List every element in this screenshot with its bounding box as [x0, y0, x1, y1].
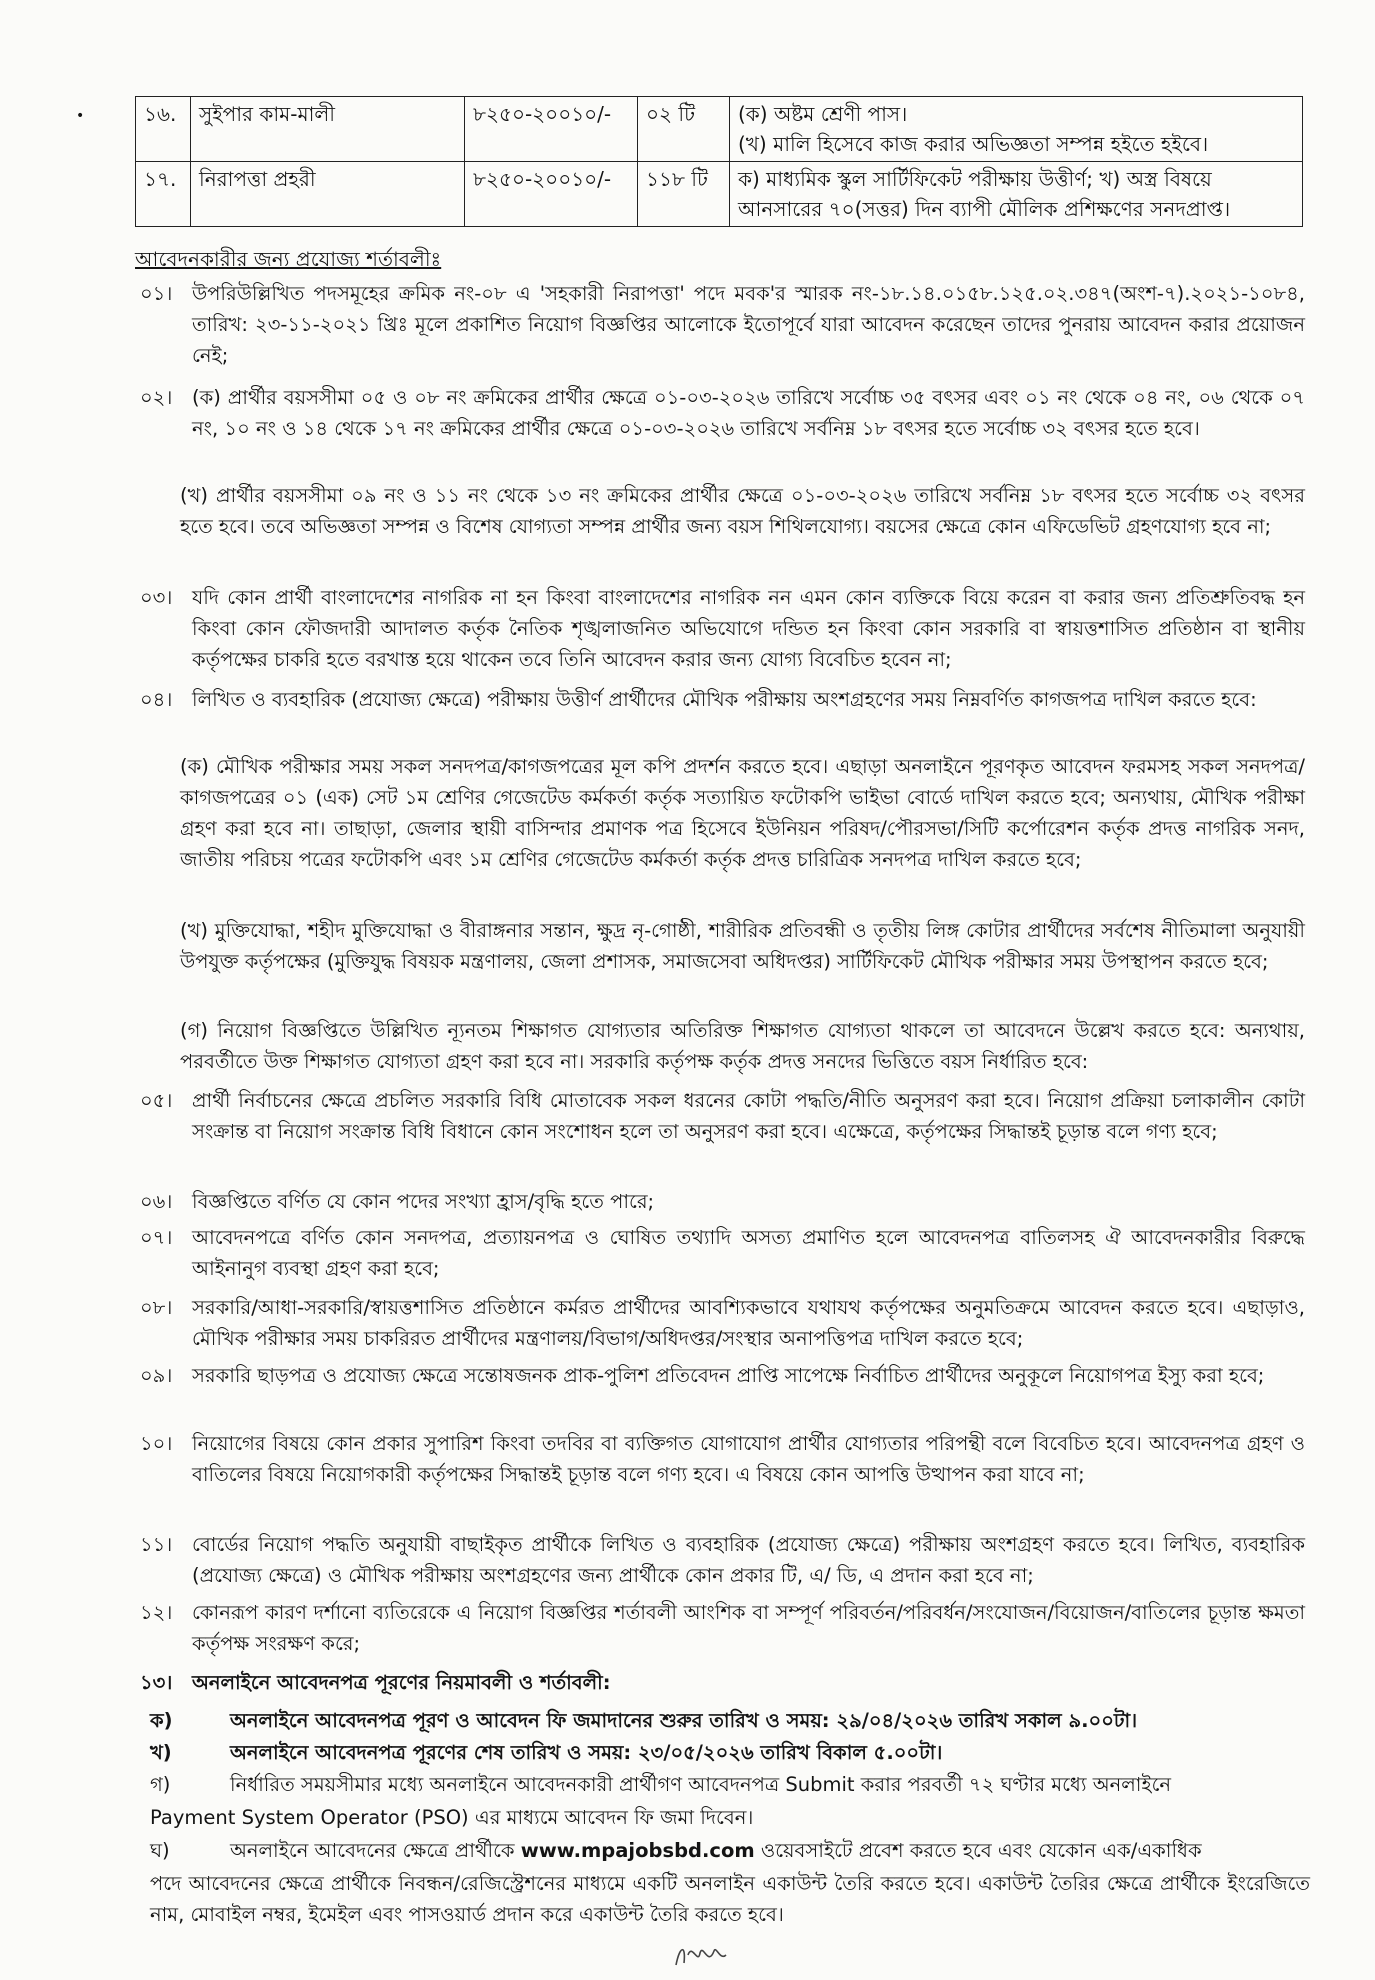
condition-item-03: [140, 582, 1305, 675]
schedule-label: ঘ): [150, 1839, 170, 1862]
condition-item-09: [140, 1360, 1305, 1391]
item-text: নিয়োগের বিষয়ে কোন প্রকার সুপারিশ কিংবা তদবির বা ব্যক্তিগত যোগাযোগ প্রার্থীর যোগ্যতার পরিপন্থী বলে বিবেচিত হবে। আবেদনপত্র গ্রহণ ও বাতিলের বিষয়ে নিয়োগকারী কর্তৃপক্ষের সিদ্ধান্তই চূড়ান্ত বলে গণ্য হবে। এ বিষয়ে কোন আপত্তি উত্থাপন করা যাবে না;: [192, 1432, 1305, 1486]
item-number: ১২।: [140, 1601, 173, 1624]
item-number: ০৭।: [140, 1226, 173, 1249]
item-text: অনলাইনে আবেদনপত্র পূরণের নিয়মাবলী ও শর্তাবলী:: [192, 1671, 611, 1694]
qualification-line: (খ) মালি হিসেবে কাজ করার অভিজ্ঞতা সম্পন্ন হইতে হইবে।: [738, 132, 1209, 156]
item-number: ০১।: [140, 282, 173, 305]
item-text: যদি কোন প্রার্থী বাংলাদেশের নাগরিক না হন কিংবা বাংলাদেশের নাগরিক নন এমন কোন ব্যক্তিকে বিয়ে করেন বা করার জন্য প্রতিশ্রুতিবদ্ধ হন কিংবা কোন ফৌজদারী আদালত কর্তৃক নৈতিক শৃঙ্খলাজনিত অভিযোগে দন্ডিত হন কিংবা কোন সরকারি বা স্বায়ত্তশাসিত প্রতিষ্ঠান বা স্থানীয় কর্তৃপক্ষের চাকরি হতে বরখাস্ত হয়ে থাকেন তবে তিনি আবেদন করার জন্য যোগ্য বিবেচিত হবেন না;: [192, 586, 1305, 671]
item-number: ১০।: [140, 1432, 173, 1455]
condition-item-04: [140, 684, 1305, 715]
item-text: প্রার্থী নির্বাচনের ক্ষেত্রে প্রচলিত সরকারি বিধি মোতাবেক সকল ধরনের কোটা পদ্ধতি/নীতি অনুসরণ করা হবে। নিয়োগ প্রক্রিয়া চলাকালীন কোটা সংক্রান্ত বা নিয়োগ সংক্রান্ত বিধি বিধানে কোন সংশোধন হলে তা অনুসরণ করা হবে। এক্ষেত্রে, কর্তৃপক্ষের সিদ্ধান্তই চূড়ান্ত বলে গণ্য হবে;: [192, 1089, 1305, 1143]
qualification-cell: [730, 97, 1303, 162]
condition-item-04b: (খ) মুক্তিযোদ্ধা, শহীদ মুক্তিযোদ্ধা ও বীরাঙ্গনার সন্তান, ক্ষুদ্র নৃ-গোষ্ঠী, শারীরিক প্রতিবন্ধী ও তৃতীয় লিঙ্গ কোটার প্রার্থীদের সর্বশেষ নীতিমালা অনুযায়ী উপযুক্ত কর্তৃপক্ষের (মুক্তিযুদ্ধ বিষয়ক মন্ত্রণালয়, জেলা প্রশাসক, সমাজসেবা অধিদপ্তর) সার্টিফিকেট মৌখিক পরীক্ষার সময় উপস্থাপন করতে হবে;: [180, 919, 1305, 973]
item-number: ০২।: [140, 386, 173, 409]
serial-cell: ১৬.: [136, 97, 191, 162]
qualification-line: (ক) অষ্টম শ্রেণী পাস।: [738, 102, 908, 126]
schedule-label: গ): [150, 1773, 171, 1796]
condition-item-04c: (গ) নিয়োগ বিজ্ঞপ্তিতে উল্লিখিত ন্যূনতম শিক্ষাগত যোগ্যতার অতিরিক্ত শিক্ষাগত যোগ্যতা থাকলে তা আবেদনে উল্লেখ করতে হবে: অন্যথায়, পরবর্তীতে উক্ত শিক্ষাগত যোগ্যতা গ্রহণ করা হবে না। সরকারি কর্তৃপক্ষ কর্তৃক প্রদত্ত সনদের ভিত্তিতে বয়স নির্ধারিত হবে:: [180, 1019, 1305, 1073]
condition-item-13: [140, 1667, 1305, 1698]
condition-item-10: [140, 1428, 1305, 1490]
schedule-text: অনলাইনে আবেদনপত্র পূরণের শেষ তারিখ ও সময়: ২৩/০৫/২০২৬ তারিখ বিকাল ৫.০০টা।: [230, 1741, 943, 1764]
margin-mark: •: [76, 108, 85, 124]
qualification-cell: [730, 162, 1303, 227]
schedule-item-d-cont: পদে আবেদনের ক্ষেত্রে প্রার্থীকে নিবন্ধন/রেজিস্ট্রেশনের মাধ্যমে একটি অনলাইন একাউন্ট তৈরি করতে হবে। একাউন্ট তৈরির ক্ষেত্রে প্রার্থীকে ইংরেজিতে নাম, মোবাইল নম্বর, ইমেইল এবং পাসওয়ার্ড প্রদান করে একাউন্ট তৈরি করতে হবে।: [150, 1872, 1310, 1926]
item-text: বিজ্ঞপ্তিতে বর্ণিত যে কোন পদের সংখ্যা হ্রাস/বৃদ্ধি হতে পারে;: [192, 1190, 655, 1213]
schedule-text-wrap: [230, 1836, 1375, 1866]
condition-item-12: [140, 1597, 1305, 1659]
condition-item-01: [140, 278, 1305, 371]
item-text: কোনরূপ কারণ দর্শানো ব্যতিরেকে এ নিয়োগ বিজ্ঞপ্তির শর্তাবলী আংশিক বা সম্পূর্ণ পরিবর্তন/পরিবর্ধন/সংযোজন/বিয়োজন/বাতিলের চূড়ান্ত ক্ষমতা কর্তৃপক্ষ সংরক্ষণ করে;: [192, 1601, 1305, 1655]
qualification-line: ক) মাধ্যমিক স্কুল সার্টিফিকেট পরীক্ষায় উত্তীর্ণ; খ) অস্ত্র বিষয়ে: [738, 167, 1212, 191]
post-count-cell: ০২ টি: [638, 97, 730, 162]
item-text: আবেদনপত্রে বর্ণিত কোন সনদপত্র, প্রত্যায়নপত্র ও ঘোষিত তথ্যাদি অসত্য প্রমাণিত হলে আবেদনপত্র বাতিলসহ ঐ আবেদনকারীর বিরুদ্ধে আইনানুগ ব্যবস্থা গ্রহণ করা হবে;: [192, 1226, 1305, 1280]
signature-mark: [670, 1935, 730, 1975]
pay-scale-cell: ৮২৫০-২০০১০/-: [465, 97, 638, 162]
item-text: লিখিত ও ব্যবহারিক (প্রযোজ্য ক্ষেত্রে) পরীক্ষায় উত্তীর্ণ প্রার্থীদের মৌখিক পরীক্ষায় অংশগ্রহণের সময় নিম্নবর্ণিত কাগজপত্র দাখিল করতে হবে:: [192, 688, 1257, 711]
table-row: [136, 97, 1303, 162]
item-text: উপরিউল্লিখিত পদসমূহের ক্রমিক নং-০৮ এ 'সহকারী নিরাপত্তা' পদে মবক'র স্মারক নং-১৮.১৪.০১৫৮.১২৫.০২.৩৪৭(অংশ-৭).২০২১-১০৮৪, তারিখ: ২৩-১১-২০২১ খ্রিঃ মূলে প্রকাশিত নিয়োগ বিজ্ঞপ্তির আলোকে ইতোপূর্বে যারা আবেদন করেছেন তাদের পুনরায় আবেদন করার প্রয়োজন নেই;: [192, 282, 1305, 367]
item-number: ১৩।: [140, 1671, 173, 1694]
schedule-label: ক): [150, 1709, 173, 1732]
schedule-text: অনলাইনে আবেদনপত্র পূরণ ও আবেদন ফি জমাদানের শুরুর তারিখ ও সময়: ২৯/০৪/২০২৬ তারিখ সকাল ৯.০০টা।: [230, 1709, 1138, 1732]
condition-item-02: [140, 382, 1305, 444]
condition-item-11: [140, 1529, 1305, 1591]
pay-scale-cell: ৮২৫০-২০০১০/-: [465, 162, 638, 227]
condition-item-05: [140, 1085, 1305, 1147]
qualification-line: আনসারের ৭০(সত্তর) দিন ব্যাপী মৌলিক প্রশিক্ষণের সনদপ্রাপ্ত।: [738, 197, 1231, 221]
item-text: সরকারি/আধা-সরকারি/স্বায়ত্তশাসিত প্রতিষ্ঠানে কর্মরত প্রার্থীদের আবশ্যিকভাবে যথাযথ কর্তৃপক্ষের অনুমতিক্রমে আবেদন করতে হবে। এছাড়াও, মৌখিক পরীক্ষার সময় চাকরিরত প্রার্থীদের মন্ত্রণালয়/বিভাগ/অধিদপ্তর/সংস্থার অনাপত্তিপত্র দাখিল করতে হবে;: [192, 1296, 1305, 1350]
item-number: ০৬।: [140, 1190, 173, 1213]
schedule-text: ওয়েবসাইটে প্রবেশ করতে হবে এবং যেকোন এক/একাধিক: [754, 1839, 1202, 1862]
item-text: সরকারি ছাড়পত্র ও প্রযোজ্য ক্ষেত্রে সন্তোষজনক প্রাক-পুলিশ প্রতিবেদন প্রাপ্তি সাপেক্ষে নির্বাচিত প্রার্থীদের অনুকূলে নিয়োগপত্র ইস্যু করা হবে;: [192, 1364, 1265, 1387]
item-number: ০৫।: [140, 1089, 173, 1112]
item-text: (ক) প্রার্থীর বয়সসীমা ০৫ ও ০৮ নং ক্রমিকের প্রার্থীর ক্ষেত্রে ০১-০৩-২০২৬ তারিখে সর্বোচ্চ ৩৫ বৎসর এবং ০১ নং থেকে ০৪ নং, ০৬ থেকে ০৭ নং, ১০ নং ও ১৪ থেকে ১৭ নং ক্রমিকের প্রার্থীর ক্ষেত্রে ০১-০৩-২০২৬ তারিখে সর্বনিম্ন ১৮ বৎসর হতে সর্বোচ্চ ৩২ বৎসর হতে হবে।: [192, 386, 1305, 440]
schedule-item-c-cont: Payment System Operator (PSO) এর মাধ্যমে আবেদন ফি জমা দিবেন।: [150, 1806, 754, 1829]
post-count-cell: ১১৮ টি: [638, 162, 730, 227]
item-text: বোর্ডের নিয়োগ পদ্ধতি অনুযায়ী বাছাইকৃত প্রার্থীকে লিখিত ও ব্যবহারিক (প্রযোজ্য ক্ষেত্রে) পরীক্ষায় অংশগ্রহণ করতে হবে। লিখিত, ব্যবহারিক (প্রযোজ্য ক্ষেত্রে) ও মৌখিক পরীক্ষায় অংশগ্রহণের জন্য প্রার্থীকে কোন প্রকার টি, এ/ ডি, এ প্রদান করা হবে না;: [192, 1533, 1305, 1587]
table-row: [136, 162, 1303, 227]
condition-item-04a: (ক) মৌখিক পরীক্ষার সময় সকল সনদপত্র/কাগজপত্রের মূল কপি প্রদর্শন করতে হবে। এছাড়া অনলাইনে পূরণকৃত আবেদন ফরমসহ সকল সনদপত্র/কাগজপত্রের ০১ (এক) সেট ১ম শ্রেণির গেজেটেড কর্মকর্তা কর্তৃক সত্যায়িত ফটোকপি ভাইভা বোর্ডে দাখিল করতে হবে; অন্যথায়, মৌখিক পরীক্ষা গ্রহণ করা হবে না। তাছাড়া, জেলার স্থায়ী বাসিন্দার প্রমাণক পত্র হিসেবে ইউনিয়ন পরিষদ/পৌরসভা/সিটি কর্পোরেশন কর্তৃক প্রদত্ত নাগরিক সনদ, জাতীয় পরিচয় পত্রের ফটোকপি এবং ১ম শ্রেণির গেজেটেড কর্মকর্তা কর্তৃক প্রদত্ত চারিত্রিক সনদপত্র দাখিল করতে হবে;: [180, 755, 1305, 871]
item-number: ০৯।: [140, 1364, 173, 1387]
post-cell: নিরাপত্তা প্রহরী: [191, 162, 465, 227]
schedule-text: নির্ধারিত সময়সীমার মধ্যে অনলাইনে আবেদনকারী প্রার্থীগণ আবেদনপত্র Submit করার পরবর্তী ৭২ ঘণ্টার মধ্যে অনলাইনে: [230, 1773, 1172, 1796]
item-number: ০৮।: [140, 1296, 173, 1319]
conditions-heading: আবেদনকারীর জন্য প্রযোজ্য শর্তাবলীঃ: [135, 247, 442, 271]
schedule-text: অনলাইনে আবেদনের ক্ষেত্রে প্রার্থীকে: [230, 1839, 521, 1862]
condition-item-02b: (খ) প্রার্থীর বয়সসীমা ০৯ নং ও ১১ নং থেকে ১৩ নং ক্রমিকের প্রার্থীর ক্ষেত্রে ০১-০৩-২০২৬ তারিখে সর্বনিম্ন ১৮ বৎসর হতে সর্বোচ্চ ৩২ বৎসর হতে হবে। তবে অভিজ্ঞতা সম্পন্ন ও বিশেষ যোগ্যতা সম্পন্ন প্রার্থীর জন্য বয়স শিথিলযোগ্য। বয়সের ক্ষেত্রে কোন এফিডেভিট গ্রহণযোগ্য হবে না;: [180, 484, 1305, 538]
item-number: ০৪।: [140, 688, 173, 711]
condition-item-06: [140, 1186, 1305, 1217]
job-table: [135, 96, 1303, 227]
condition-item-08: [140, 1292, 1305, 1354]
website-link[interactable]: www.mpajobsbd.com: [520, 1839, 755, 1862]
post-cell: সুইপার কাম-মালী: [191, 97, 465, 162]
serial-cell: ১৭.: [136, 162, 191, 227]
item-number: ০৩।: [140, 586, 173, 609]
condition-item-07: [140, 1222, 1305, 1284]
item-number: ১১।: [140, 1533, 173, 1556]
schedule-label: খ): [150, 1741, 172, 1764]
